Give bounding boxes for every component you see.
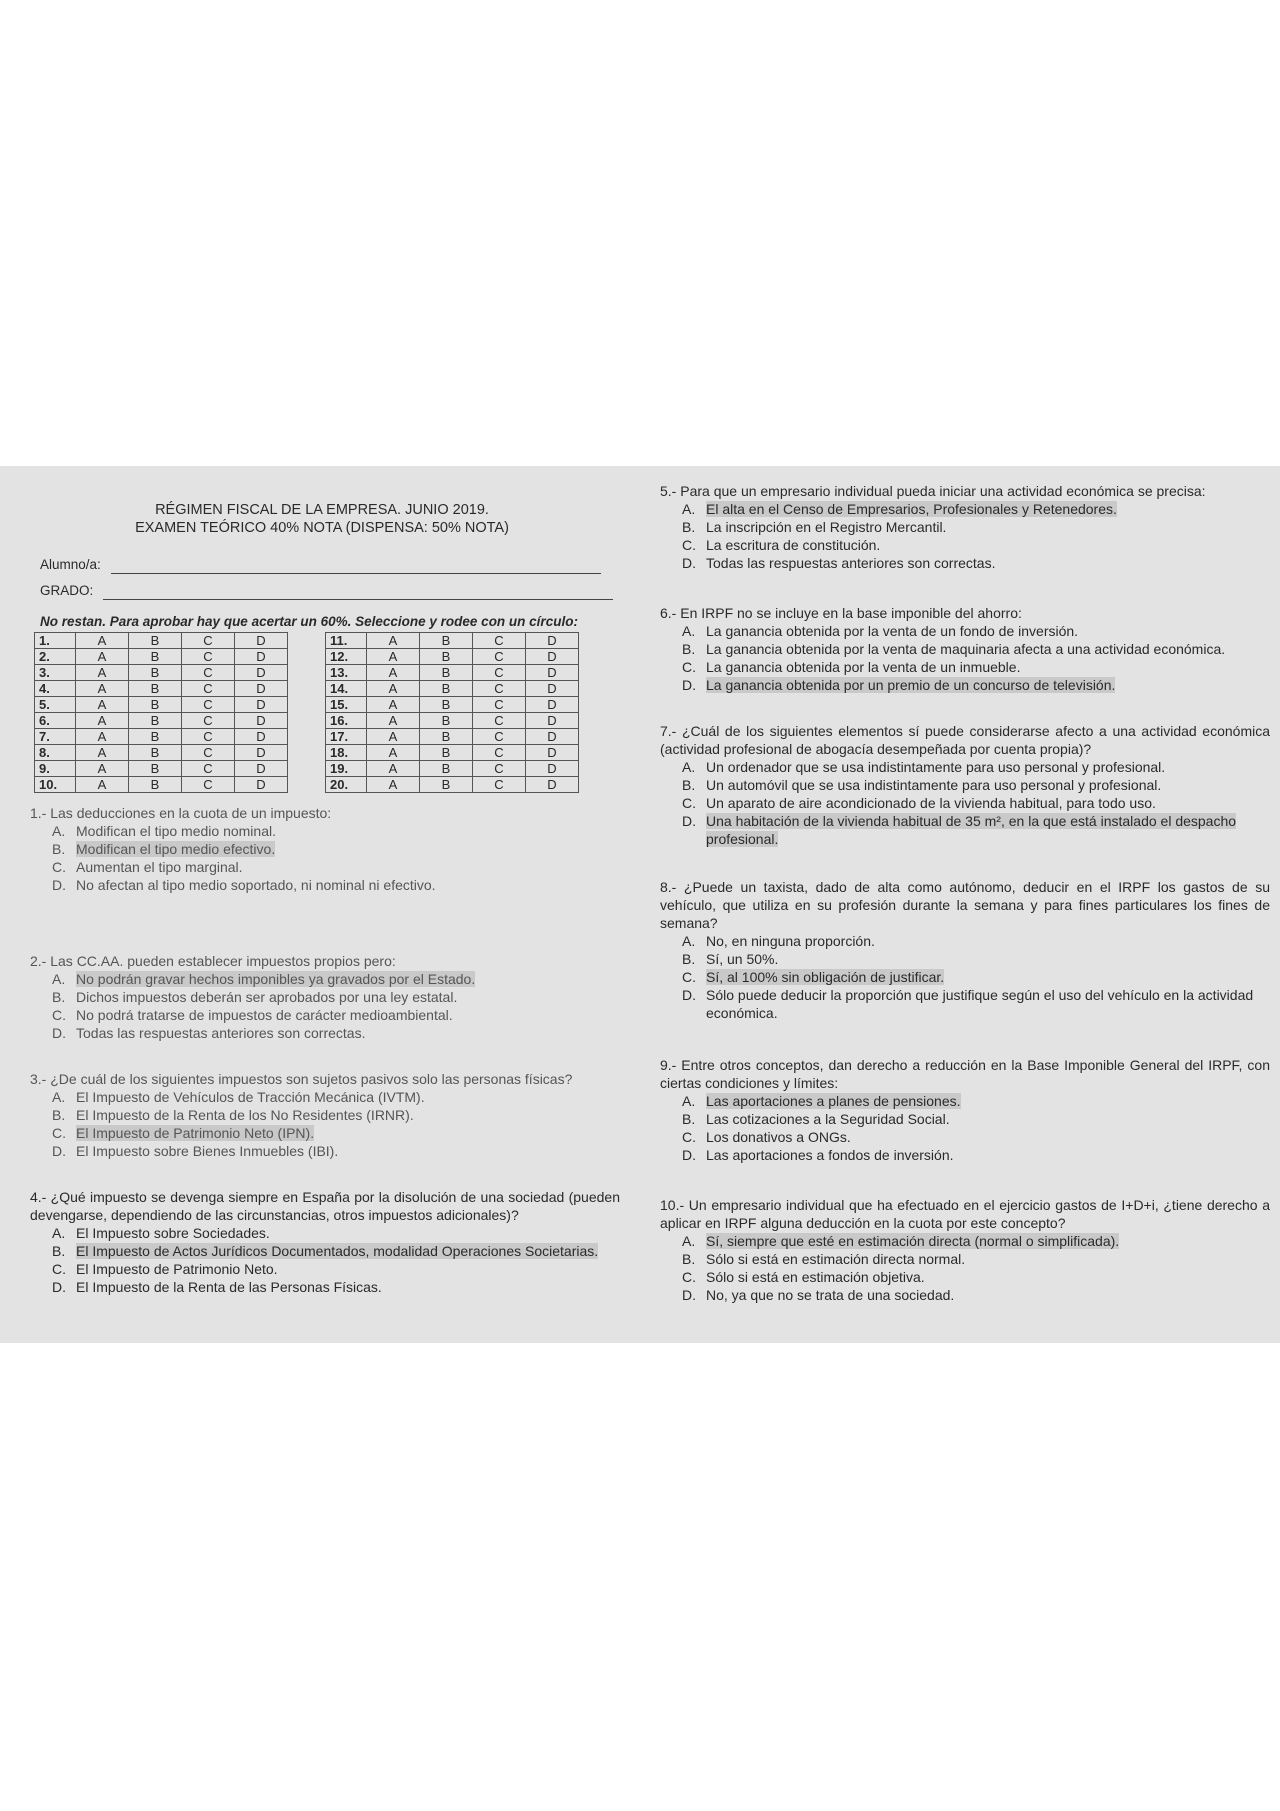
answer-row	[35, 729, 288, 745]
answer-option-c[interactable]: C	[182, 665, 235, 681]
answer-option-d[interactable]: D	[235, 761, 288, 777]
answer-option-b[interactable]: B	[420, 713, 473, 729]
answer-option-d[interactable]: D	[526, 713, 579, 729]
option-b: B. Las cotizaciones a la Seguridad Social.	[682, 1111, 950, 1127]
option-c: C. Un aparato de aire acondicionado de la vivienda habitual, para todo uso.	[682, 795, 1156, 811]
answer-option-b[interactable]: B	[129, 729, 182, 745]
option-a: A. Las aportaciones a planes de pensiones.	[682, 1093, 961, 1109]
option-c: C. El Impuesto de Patrimonio Neto (IPN).	[52, 1125, 315, 1141]
answer-option-a[interactable]: A	[367, 777, 420, 793]
option-c: C. El Impuesto de Patrimonio Neto.	[52, 1261, 278, 1277]
answer-number: 17.	[326, 729, 367, 745]
question-stem: 10.- Un empresario individual que ha efectuado en el ejercicio gastos de I+D+i, ¿tiene derecho a aplicar en IRPF alguna deducción en la cuota por este concepto?	[660, 1197, 1270, 1231]
answer-number: 5.	[35, 697, 76, 713]
answer-option-b[interactable]: B	[420, 681, 473, 697]
answer-option-d[interactable]: D	[235, 665, 288, 681]
answer-option-d[interactable]: D	[235, 697, 288, 713]
answer-option-c[interactable]: C	[473, 649, 526, 665]
answer-option-a[interactable]: A	[367, 713, 420, 729]
answer-option-d[interactable]: D	[526, 649, 579, 665]
answer-grid-right	[325, 632, 579, 793]
answer-option-c[interactable]: C	[182, 713, 235, 729]
exam-title	[22, 501, 622, 537]
answer-number: 6.	[35, 713, 76, 729]
answer-row	[326, 665, 579, 681]
option-d: D. La ganancia obtenida por un premio de un concurso de televisión.	[682, 677, 1116, 693]
option-d: D. No afectan al tipo medio soportado, ni nominal ni efectivo.	[52, 877, 436, 893]
option-a: A. El Impuesto sobre Sociedades.	[52, 1225, 270, 1241]
answer-number: 16.	[326, 713, 367, 729]
option-a: A. No podrán gravar hechos imponibles ya gravados por el Estado.	[52, 971, 476, 987]
student-label: Alumno/a:	[40, 557, 101, 572]
answer-row	[35, 681, 288, 697]
option-d: D. El Impuesto sobre Bienes Inmuebles (IBI).	[52, 1143, 339, 1159]
option-c: C. No podrá tratarse de impuestos de carácter medioambiental.	[52, 1007, 453, 1023]
answer-row	[35, 713, 288, 729]
option-c: C. La escritura de constitución.	[682, 537, 881, 553]
option-d: D. No, ya que no se trata de una sociedad.	[682, 1287, 955, 1303]
answer-option-b[interactable]: B	[129, 761, 182, 777]
option-b: B. Un automóvil que se usa indistintamente para uso personal y profesional.	[682, 777, 1162, 793]
answer-option-a[interactable]: A	[76, 777, 129, 793]
answer-option-d[interactable]: D	[235, 681, 288, 697]
grade-field	[40, 582, 613, 600]
option-b: B. Modifican el tipo medio efectivo.	[52, 841, 276, 857]
answer-row	[326, 745, 579, 761]
question-9	[660, 1056, 1270, 1164]
answer-option-a[interactable]: A	[76, 649, 129, 665]
answer-row	[326, 761, 579, 777]
answer-option-a[interactable]: A	[76, 713, 129, 729]
answer-option-c[interactable]: C	[473, 713, 526, 729]
answer-row	[326, 777, 579, 793]
answer-option-d[interactable]: D	[526, 681, 579, 697]
answer-row	[326, 713, 579, 729]
answer-option-c[interactable]: C	[182, 633, 235, 649]
answer-option-c[interactable]: C	[473, 633, 526, 649]
answer-option-b[interactable]: B	[420, 697, 473, 713]
answer-row	[326, 729, 579, 745]
answer-row	[326, 649, 579, 665]
answer-option-d[interactable]: D	[235, 777, 288, 793]
answer-option-b[interactable]: B	[129, 777, 182, 793]
answer-option-b[interactable]: B	[129, 681, 182, 697]
answer-option-b[interactable]: B	[129, 633, 182, 649]
option-c: C. Sí, al 100% sin obligación de justificar.	[682, 969, 945, 985]
answer-number: 19.	[326, 761, 367, 777]
title-line-1: RÉGIMEN FISCAL DE LA EMPRESA. JUNIO 2019.	[155, 502, 489, 518]
question-1	[30, 804, 620, 894]
answer-row	[35, 745, 288, 761]
answer-option-c[interactable]: C	[182, 697, 235, 713]
option-b: B. Sí, un 50%.	[682, 951, 779, 967]
option-b: B. Sólo si está en estimación directa normal.	[682, 1251, 966, 1267]
option-c: C. Aumentan el tipo marginal.	[52, 859, 243, 875]
answer-option-d[interactable]: D	[235, 713, 288, 729]
option-b: B. La ganancia obtenida por la venta de maquinaria afecta a una actividad económica.	[682, 641, 1226, 657]
answer-option-c[interactable]: C	[182, 681, 235, 697]
option-c: C. La ganancia obtenida por la venta de un inmueble.	[682, 659, 1021, 675]
question-stem: 6.- En IRPF no se incluye en la base imponible del ahorro:	[660, 605, 1022, 621]
option-b: B. El Impuesto de la Renta de los No Residentes (IRNR).	[52, 1107, 414, 1123]
answer-number: 14.	[326, 681, 367, 697]
answer-option-b[interactable]: B	[420, 761, 473, 777]
answer-option-a[interactable]: A	[367, 649, 420, 665]
answer-option-b[interactable]: B	[129, 649, 182, 665]
answer-option-b[interactable]: B	[129, 713, 182, 729]
answer-option-b[interactable]: B	[420, 777, 473, 793]
answer-option-a[interactable]: A	[76, 681, 129, 697]
answer-option-d[interactable]: D	[235, 633, 288, 649]
answer-option-a[interactable]: A	[76, 745, 129, 761]
answer-number: 7.	[35, 729, 76, 745]
answer-option-d[interactable]: D	[526, 777, 579, 793]
answer-number: 3.	[35, 665, 76, 681]
answer-option-a[interactable]: A	[367, 665, 420, 681]
answer-option-d[interactable]: D	[526, 729, 579, 745]
answer-row	[35, 777, 288, 793]
grade-line	[103, 599, 613, 600]
answer-number: 20.	[326, 777, 367, 793]
answer-number: 18.	[326, 745, 367, 761]
exam-sheet	[0, 466, 1280, 1343]
answer-number: 9.	[35, 761, 76, 777]
instructions: No restan. Para aprobar hay que acertar un 60%. Seleccione y rodee con un círculo:	[40, 614, 578, 629]
answer-option-b[interactable]: B	[420, 729, 473, 745]
answer-option-c[interactable]: C	[182, 729, 235, 745]
answer-option-a[interactable]: A	[76, 697, 129, 713]
option-a: A. Modifican el tipo medio nominal.	[52, 823, 276, 839]
option-d: D. Todas las respuestas anteriores son correctas.	[52, 1025, 366, 1041]
answer-number: 8.	[35, 745, 76, 761]
answer-number: 11.	[326, 633, 367, 649]
answer-option-c[interactable]: C	[473, 777, 526, 793]
answer-row	[326, 633, 579, 649]
option-b: B. El Impuesto de Actos Jurídicos Documentados, modalidad Operaciones Societarias.	[52, 1243, 599, 1259]
answer-option-a[interactable]: A	[76, 633, 129, 649]
answer-option-a[interactable]: A	[367, 761, 420, 777]
answer-row	[326, 681, 579, 697]
answer-option-c[interactable]: C	[473, 697, 526, 713]
question-stem: 1.- Las deducciones en la cuota de un impuesto:	[30, 805, 332, 821]
question-stem: 8.- ¿Puede un taxista, dado de alta como autónomo, deducir en el IRPF los gastos de su vehículo, que utiliza en su profesión durante la semana y para fines particulares los fines de semana?	[660, 879, 1270, 931]
question-10	[660, 1196, 1270, 1304]
answer-option-b[interactable]: B	[129, 665, 182, 681]
answer-row	[35, 665, 288, 681]
option-a: A. Sí, siempre que esté en estimación directa (normal o simplificada).	[682, 1233, 1120, 1249]
answer-option-b[interactable]: B	[129, 745, 182, 761]
question-4	[30, 1188, 620, 1296]
option-a: A. La ganancia obtenida por la venta de un fondo de inversión.	[682, 623, 1079, 639]
answer-option-d[interactable]: D	[526, 761, 579, 777]
answer-option-d[interactable]: D	[235, 649, 288, 665]
answer-option-c[interactable]: C	[473, 729, 526, 745]
answer-grid-left	[34, 632, 288, 793]
option-a: A. El alta en el Censo de Empresarios, Profesionales y Retenedores.	[682, 501, 1117, 517]
option-a: A. No, en ninguna proporción.	[682, 933, 875, 949]
answer-option-d[interactable]: D	[235, 729, 288, 745]
option-a: A. Un ordenador que se usa indistintamente para uso personal y profesional.	[682, 759, 1166, 775]
title-line-2: EXAMEN TEÓRICO 40% NOTA (DISPENSA: 50% NOTA)	[135, 520, 509, 536]
answer-option-a[interactable]: A	[76, 665, 129, 681]
answer-row	[35, 649, 288, 665]
answer-option-d[interactable]: D	[526, 633, 579, 649]
question-8	[660, 878, 1270, 1022]
option-b: B. La inscripción en el Registro Mercantil.	[682, 519, 947, 535]
student-line	[111, 573, 601, 574]
answer-option-c[interactable]: C	[473, 745, 526, 761]
answer-number: 10.	[35, 777, 76, 793]
question-7	[660, 722, 1270, 848]
option-c: C. Sólo si está en estimación objetiva.	[682, 1269, 925, 1285]
question-stem: 9.- Entre otros conceptos, dan derecho a reducción en la Base Imponible General del IRPF, con ciertas condiciones y límites:	[660, 1057, 1270, 1091]
answer-option-c[interactable]: C	[473, 761, 526, 777]
answer-option-c[interactable]: C	[182, 761, 235, 777]
answer-option-d[interactable]: D	[526, 665, 579, 681]
answer-number: 13.	[326, 665, 367, 681]
answer-option-c[interactable]: C	[182, 649, 235, 665]
answer-option-b[interactable]: B	[420, 633, 473, 649]
answer-option-c[interactable]: C	[473, 665, 526, 681]
answer-option-a[interactable]: A	[367, 697, 420, 713]
answer-option-a[interactable]: A	[367, 729, 420, 745]
answer-option-b[interactable]: B	[420, 649, 473, 665]
answer-number: 12.	[326, 649, 367, 665]
grade-label: GRADO:	[40, 583, 94, 598]
option-d: D. Todas las respuestas anteriores son correctas.	[682, 555, 996, 571]
answer-option-d[interactable]: D	[235, 745, 288, 761]
answer-option-b[interactable]: B	[420, 665, 473, 681]
answer-number: 15.	[326, 697, 367, 713]
question-5	[660, 482, 1270, 572]
answer-option-a[interactable]: A	[367, 745, 420, 761]
answer-option-a[interactable]: A	[367, 681, 420, 697]
question-stem: 7.- ¿Cuál de los siguientes elementos sí puede considerarse afecto a una actividad económica (actividad profesional de abogacía desempeñada por cuenta propia)?	[660, 723, 1270, 757]
question-stem: 4.- ¿Qué impuesto se devenga siempre en España por la disolución de una sociedad (pueden devengarse, dependiendo de las circunstancias, otros impuestos adicionales)?	[30, 1189, 620, 1223]
answer-option-a[interactable]: A	[76, 761, 129, 777]
answer-option-c[interactable]: C	[182, 777, 235, 793]
option-b: B. Dichos impuestos deberán ser aprobados por una ley estatal.	[52, 989, 458, 1005]
option-d: D. Sólo puede deducir la proporción que justifique según el uso del vehículo en la actividad económica.	[682, 987, 1254, 1021]
answer-row	[35, 633, 288, 649]
answer-option-c[interactable]: C	[473, 681, 526, 697]
answer-number: 1.	[35, 633, 76, 649]
question-stem: 5.- Para que un empresario individual pueda iniciar una actividad económica se precisa:	[660, 483, 1206, 499]
answer-option-b[interactable]: B	[129, 697, 182, 713]
answer-number: 2.	[35, 649, 76, 665]
option-d: D. Una habitación de la vivienda habitual de 35 m², en la que está instalado el despacho profesional.	[682, 813, 1237, 847]
answer-option-d[interactable]: D	[526, 745, 579, 761]
option-d: D. Las aportaciones a fondos de inversión.	[682, 1147, 954, 1163]
answer-option-c[interactable]: C	[182, 745, 235, 761]
option-d: D. El Impuesto de la Renta de las Personas Físicas.	[52, 1279, 382, 1295]
question-stem: 2.- Las CC.AA. pueden establecer impuestos propios pero:	[30, 953, 396, 969]
answer-number: 4.	[35, 681, 76, 697]
answer-option-a[interactable]: A	[76, 729, 129, 745]
answer-option-d[interactable]: D	[526, 697, 579, 713]
option-c: C. Los donativos a ONGs.	[682, 1129, 851, 1145]
question-6	[660, 604, 1270, 694]
answer-row	[35, 697, 288, 713]
answer-option-b[interactable]: B	[420, 745, 473, 761]
option-a: A. El Impuesto de Vehículos de Tracción Mecánica (IVTM).	[52, 1089, 425, 1105]
answer-row	[326, 697, 579, 713]
question-3	[30, 1070, 620, 1160]
answer-option-a[interactable]: A	[367, 633, 420, 649]
student-field	[40, 556, 601, 574]
question-stem: 3.- ¿De cuál de los siguientes impuestos son sujetos pasivos solo las personas físicas?	[30, 1071, 573, 1087]
answer-row	[35, 761, 288, 777]
question-2	[30, 952, 620, 1042]
